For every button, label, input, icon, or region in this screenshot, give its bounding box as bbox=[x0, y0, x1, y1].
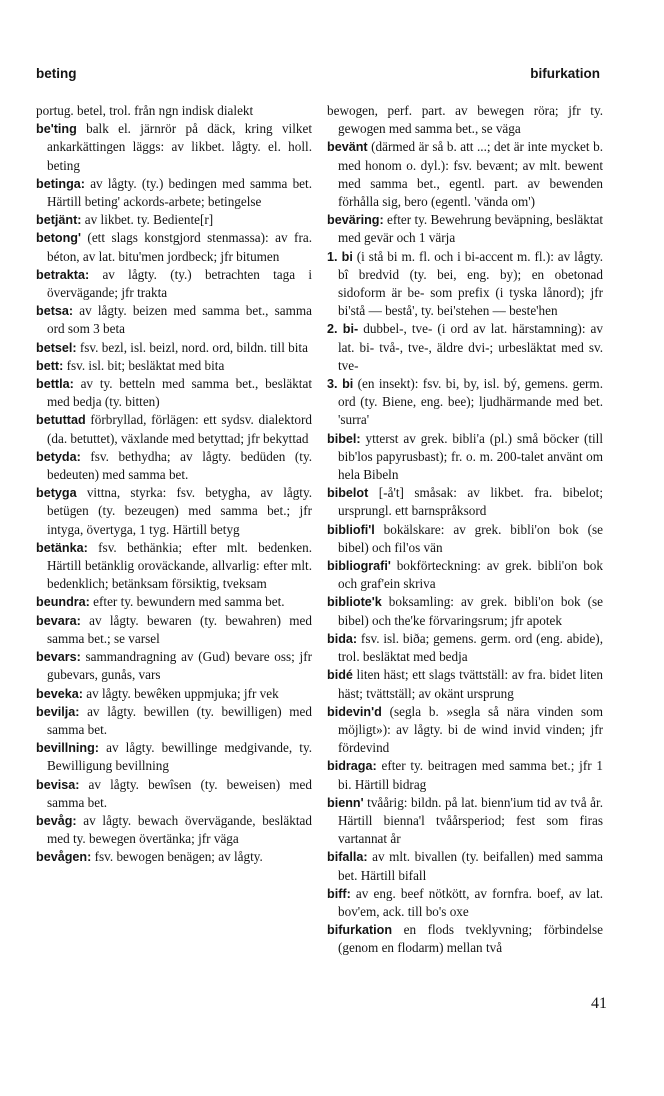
dictionary-entry bbox=[36, 120, 312, 175]
entry-definition: tvåårig: bildn. på lat. bienn'ium tid av två år. Härtill bienna'l tvåårsperiod; fest som firas vartannat år bbox=[338, 794, 603, 847]
dictionary-entry bbox=[36, 302, 312, 338]
entry-headword: beväring: bbox=[327, 213, 384, 228]
entry-headword: 1. bi bbox=[327, 249, 353, 264]
entry-definition: (därmed är så b. att ...; det är inte mycket b. med honom o. dyl.): fsv. bevænt; av mlt. bewent med samma bet., egentl. part. av bewenden förhålla sig, bero (egentl. 'vända om') bbox=[338, 139, 603, 210]
entry-headword: bevars: bbox=[36, 650, 81, 665]
entry-headword: bett: bbox=[36, 358, 64, 373]
entry-headword: betsel: bbox=[36, 340, 77, 355]
entry-definition: [-å't] småsak: av likbet. fra. bibelot; ursprungl. ett barnspråksord bbox=[338, 485, 603, 519]
entry-definition: förbryllad, förlägen: ett sydsv. dialektord (da. betuttet), växlande med betyttad; jfr bekyttad bbox=[47, 412, 312, 446]
entry-headword: bidraga: bbox=[327, 759, 377, 774]
entry-definition: av lågty. bewillinge medgivande, ty. Bewilligung bevillning bbox=[47, 740, 312, 774]
entry-definition: ytterst av grek. bibli'a (pl.) små böcker (till bib'los papyrusbast); fr. o. m. 200-talet använt om hela Bibeln bbox=[338, 430, 603, 483]
entry-headword: bida: bbox=[327, 631, 358, 646]
left-column bbox=[36, 102, 312, 867]
dictionary-entry bbox=[36, 739, 312, 775]
entry-headword: bevisa: bbox=[36, 777, 80, 792]
dictionary-entry bbox=[327, 138, 603, 211]
dictionary-entry bbox=[36, 703, 312, 739]
dictionary-entry bbox=[327, 102, 603, 138]
entry-headword: betuttad bbox=[36, 413, 86, 428]
dictionary-entry bbox=[36, 776, 312, 812]
dictionary-entry bbox=[36, 685, 312, 703]
dictionary-entry bbox=[36, 612, 312, 648]
entry-definition: efter ty. beitragen med samma bet.; jfr 1 bi. Härtill bidrag bbox=[338, 758, 603, 792]
dictionary-entry bbox=[36, 812, 312, 848]
entry-definition: av lågty. (ty.) bedingen med samma bet. Härtill beting' ackords-arbete; betingelse bbox=[47, 175, 312, 210]
dictionary-entry bbox=[36, 539, 312, 594]
dictionary-entry bbox=[36, 339, 312, 357]
entry-definition: bokförteckning: av grek. bibli'on bok och graf'ein skriva bbox=[338, 558, 603, 592]
entry-headword: bibel: bbox=[327, 431, 361, 446]
entry-definition: av eng. beef nötkött, av fornfra. boef, av lat. bov'em, ack. till bo's oxe bbox=[338, 885, 603, 919]
entry-headword: beundra: bbox=[36, 595, 90, 610]
dictionary-entry bbox=[36, 411, 312, 447]
dictionary-entry bbox=[327, 521, 603, 557]
entry-definition: av lågty. bewîsen (ty. beweisen) med samma bet. bbox=[47, 776, 312, 810]
dictionary-entry bbox=[327, 430, 603, 485]
dictionary-entry bbox=[327, 666, 603, 702]
entry-headword: bifalla: bbox=[327, 850, 368, 865]
entry-headword: bevara: bbox=[36, 613, 81, 628]
running-header-right: bifurkation bbox=[530, 66, 600, 81]
right-column bbox=[327, 102, 603, 958]
entry-headword: betong' bbox=[36, 231, 81, 246]
entry-headword: betänka: bbox=[36, 540, 88, 555]
dictionary-entry bbox=[327, 921, 603, 957]
entry-definition: av lågty. bewêken uppmjuka; jfr vek bbox=[82, 685, 279, 701]
entry-headword: bevågen: bbox=[36, 850, 92, 865]
entry-headword: bevåg: bbox=[36, 813, 77, 828]
entry-definition: av lågty. bewach övervägande, besläktad med ty. bewegen övertänka; jfr väga bbox=[47, 812, 312, 847]
entry-definition: av likbet. ty. Bediente[r] bbox=[81, 212, 214, 228]
entry-definition: efter ty. Bewehrung beväpning, besläktat med gevär och 1 värja bbox=[338, 212, 603, 246]
entry-headword: betjänt: bbox=[36, 213, 82, 228]
entry-definition: fsv. bethydha; av lågty. bedüden (ty. bedeuten) med samma bet. bbox=[47, 448, 312, 483]
entry-definition: fsv. isl. bit; besläktat med bita bbox=[63, 357, 225, 373]
dictionary-entry bbox=[36, 484, 312, 539]
entry-headword: biff: bbox=[327, 886, 351, 901]
entry-headword: beveka: bbox=[36, 686, 83, 701]
entry-headword: be'ting bbox=[36, 122, 77, 137]
dictionary-entry bbox=[36, 357, 312, 375]
dictionary-entry bbox=[327, 757, 603, 793]
entry-definition: (en insekt): fsv. bi, by, isl. bý, gemens. germ. ord (ty. Biene, eng. bee); ljudhärmande med bet. 'surra' bbox=[338, 376, 603, 428]
entry-headword: bibliografi' bbox=[327, 559, 391, 574]
entry-definition: (i stå bi m. fl. och i bi-accent m. fl.): av lågty. bî bredvid (ty. bei, eng. by); en obetonad sidoform är be- som prefix (i tyska lånord); jfr bi'stå — bestå', ty. bei'stehen — beste'hen bbox=[338, 248, 603, 319]
entry-headword: betinga: bbox=[36, 176, 85, 191]
entry-headword: betyda: bbox=[36, 449, 81, 464]
entry-definition: av lågty. (ty.) betrachten taga i övervägande; jfr trakta bbox=[47, 266, 312, 301]
entry-headword: bettla: bbox=[36, 377, 74, 392]
entry-definition: bewogen, perf. part. av bewegen röra; jfr ty. gewogen med samma bet., se väga bbox=[327, 103, 603, 137]
entry-definition: liten häst; ett slags tvättställ: av fra. bidet liten häst; tvättställ; av okänt ursprung bbox=[338, 667, 603, 701]
dictionary-entry bbox=[36, 848, 312, 866]
entry-definition: efter ty. bewundern med samma bet. bbox=[89, 594, 285, 610]
entry-definition: sammandragning av (Gud) bevare oss; jfr gubevars, gunås, vars bbox=[47, 649, 312, 683]
entry-definition: av ty. betteln med samma bet., besläktat med bedja (ty. bitten) bbox=[47, 376, 312, 410]
entry-headword: bevillning: bbox=[36, 741, 99, 756]
dictionary-entry bbox=[327, 630, 603, 666]
dictionary-entry bbox=[36, 211, 312, 229]
dictionary-entry bbox=[327, 375, 603, 430]
page-number: 41 bbox=[591, 995, 607, 1012]
entry-headword: bidé bbox=[327, 668, 353, 683]
dictionary-entry bbox=[36, 175, 312, 211]
entry-headword: 2. bi- bbox=[327, 322, 359, 337]
dictionary-entry bbox=[327, 885, 603, 921]
running-header-left: beting bbox=[36, 66, 77, 81]
entry-definition: en flods tveklyvning; förbindelse (genom en flodarm) mellan två bbox=[338, 922, 603, 956]
entry-headword: betyga bbox=[36, 486, 77, 501]
dictionary-entry bbox=[327, 794, 603, 849]
entry-headword: bevilja: bbox=[36, 704, 80, 719]
entry-definition: (segla b. »segla så nära vinden som möjligt»): av lågty. bi de wind invid vinden; jfr fördevind bbox=[338, 703, 603, 756]
dictionary-entry bbox=[327, 248, 603, 321]
entry-headword: bibliofi'l bbox=[327, 522, 375, 537]
entry-headword: betrakta: bbox=[36, 267, 90, 282]
dictionary-entry bbox=[36, 375, 312, 411]
entry-definition: portug. betel, trol. från ngn indisk dialekt bbox=[36, 103, 254, 118]
entry-definition: bokälskare: av grek. bibli'on bok (se bibel) och fil'os vän bbox=[338, 521, 603, 555]
entry-definition: fsv. isl. biða; gemens. germ. ord (eng. abide), trol. besläktat med bedja bbox=[338, 630, 603, 665]
entry-definition: av mlt. bivallen (ty. beifallen) med samma bet. Härtill bifall bbox=[338, 849, 603, 883]
entry-definition: fsv. bezl, isl. beizl, nord. ord, bildn. till bita bbox=[76, 339, 308, 355]
entry-definition: (ett slags konstgjord stenmassa): av fra. béton, av lat. bitu'men jordbeck; jfr bitumen bbox=[47, 230, 312, 264]
entry-headword: bienn' bbox=[327, 795, 364, 810]
entry-headword: bibliote'k bbox=[327, 595, 382, 610]
entry-definition: vittna, styrka: fsv. betygha, av lågty. betügen (ty. bezeugen) med samma bet.; jfr intyga, övertyga, 1 tyg. Härtill betyg bbox=[47, 485, 312, 537]
dictionary-entry bbox=[36, 102, 312, 120]
entry-definition: boksamling: av grek. bibli'on bok (se bibel) och the'ke förvaringsrum; jfr apotek bbox=[338, 594, 603, 628]
entry-definition: av lågty. bewillen (ty. bewilligen) med samma bet. bbox=[47, 703, 312, 737]
entry-definition: av lågty. beizen med samma bet., samma ord som 3 beta bbox=[47, 303, 312, 337]
entry-definition: dubbel-, tve- (i ord av lat. härstamning): av lat. bi- två-, tve-, äldre dvi-; urbesläktat med sv. tve- bbox=[338, 321, 603, 373]
entry-definition: fsv. bethänkia; efter mlt. bedenken. Härtill betänklig oroväckande, allvarlig: efter mlt. bedenklich; betänksam försiktig, tveksam bbox=[47, 539, 312, 592]
dictionary-entry bbox=[327, 484, 603, 520]
dictionary-entry bbox=[327, 703, 603, 758]
dictionary-entry bbox=[36, 593, 312, 611]
entry-headword: bevänt bbox=[327, 140, 368, 155]
dictionary-entry bbox=[327, 557, 603, 593]
dictionary-entry bbox=[36, 648, 312, 684]
entry-headword: betsa: bbox=[36, 304, 74, 319]
entry-definition: balk el. järnrör på däck, kring vilket ankarkättingen läggs: av likbet. lågty. el. holl. beting bbox=[47, 121, 312, 173]
dictionary-entry bbox=[327, 848, 603, 884]
entry-definition: fsv. bewogen benägen; av lågty. bbox=[91, 849, 263, 865]
entry-definition: av lågty. bewaren (ty. bewahren) med samma bet.; se varsel bbox=[47, 612, 312, 646]
dictionary-entry bbox=[36, 266, 312, 302]
dictionary-entry bbox=[327, 320, 603, 375]
entry-headword: bifurkation bbox=[327, 923, 393, 938]
dictionary-entry bbox=[327, 593, 603, 629]
dictionary-entry bbox=[36, 448, 312, 484]
entry-headword: bibelot bbox=[327, 486, 369, 501]
entry-headword: bidevin'd bbox=[327, 704, 382, 719]
dictionary-entry bbox=[327, 211, 603, 247]
entry-headword: 3. bi bbox=[327, 377, 354, 392]
dictionary-entry bbox=[36, 229, 312, 265]
